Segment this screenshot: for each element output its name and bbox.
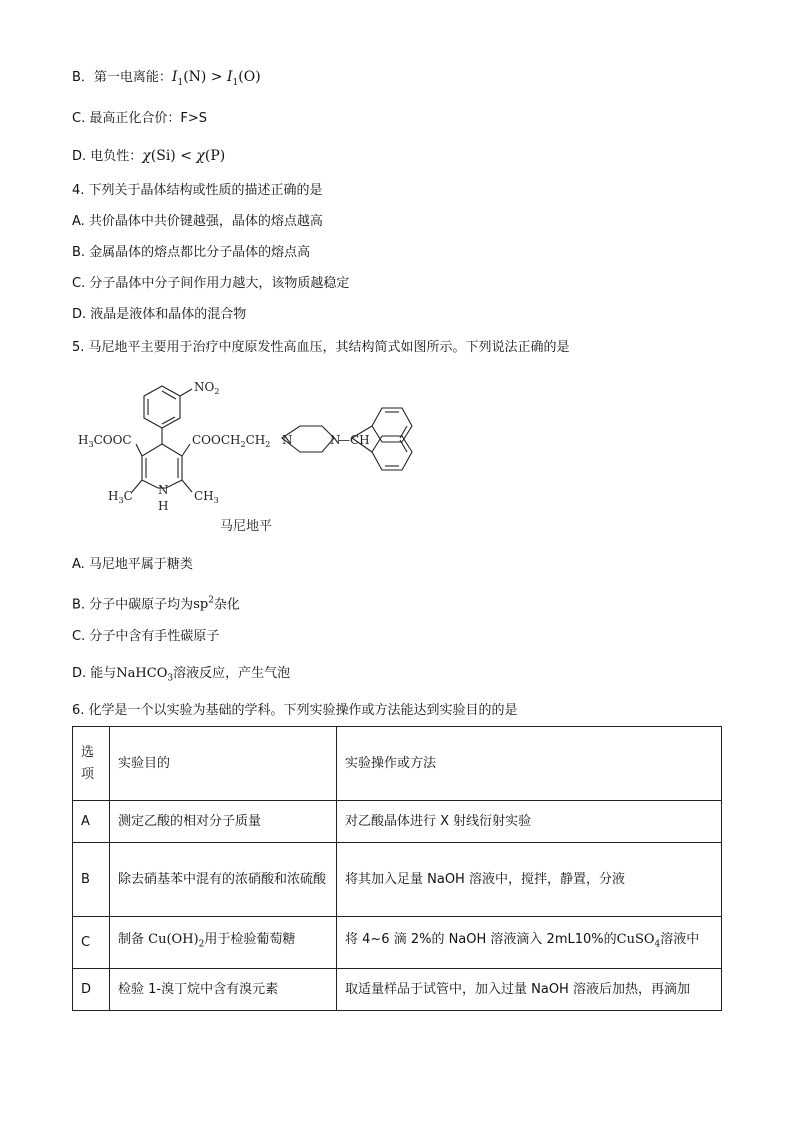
header-option: 选项 — [73, 727, 110, 801]
q5-option-a: A. 马尼地平属于糖类 — [72, 557, 193, 572]
q5-option-c: C. 分子中含有手性碳原子 — [72, 629, 220, 644]
q3-option-c: C. 最高正化合价：F>S — [72, 111, 207, 126]
piperazine-n-left: N — [282, 433, 293, 447]
methyl-left-label: $H_3C$ — [108, 489, 133, 505]
q4-option-d: D. 液晶是液体和晶体的混合物 — [72, 307, 247, 322]
ring-nh-hydrogen-label: H — [158, 499, 169, 513]
table-row: A 测定乙酸的相对分子质量 对乙酸晶体进行 X 射线衍射实验 — [73, 801, 722, 843]
table-row: D 检验 1-溴丁烷中含有溴元素 取适量样品于试管中，加入过量 NaOH 溶液后加热，再滴加 — [73, 969, 722, 1011]
piperazine-n-right: N — [330, 433, 341, 447]
header-purpose: 实验目的 — [110, 727, 337, 801]
ring-nitrogen-label: N — [158, 483, 169, 497]
q5-option-b: B. 分子中碳原子均为$sp^2$杂化 — [72, 596, 240, 613]
benzhydryl-ch-label: —CH — [338, 433, 370, 447]
side-chain-ester-label: $COOCH_2CH_2$ — [192, 433, 271, 449]
q6-stem: 6. 化学是一个以实验为基础的学科。下列实验操作或方法能达到实验目的的是 — [72, 703, 518, 718]
phenyl-ring-lower — [372, 436, 412, 470]
q3-option-b: B．第一电离能：$I_1(N) > I_1(O)$ — [72, 69, 261, 88]
methyl-ester-label: $H_3COOC$ — [78, 433, 132, 449]
header-method: 实验操作或方法 — [337, 727, 722, 801]
q5-stem: 5. 马尼地平主要用于治疗中度原发性高血压，其结构简式如图所示。下列说法正确的是 — [72, 340, 570, 355]
q4-stem: 4. 下列关于晶体结构或性质的描述正确的是 — [72, 183, 323, 198]
structure-caption: 马尼地平 — [220, 519, 273, 534]
q3-option-d: D. 电负性：χ(Si) < χ(P) — [72, 148, 226, 164]
q4-option-a: A. 共价晶体中共价键越强，晶体的熔点越高 — [72, 214, 323, 229]
table-row: B 除去硝基苯中混有的浓硝酸和浓硫酸 将其加入足量 NaOH 溶液中，搅拌，静置，分液 — [73, 843, 722, 917]
table-row: C 制备 $Cu(OH)_2$用于检验葡萄糖 将 4~6 滴 2%的 NaOH 溶液滴入 2mL10%的CuSO$_4$溶液中 — [73, 917, 722, 969]
q4-option-c: C. 分子晶体中分子间作用力越大，该物质越稳定 — [72, 276, 350, 291]
methyl-right-label: $CH_3$ — [194, 489, 219, 505]
manidipine-structure-diagram — [72, 372, 442, 540]
q4-option-b: B. 金属晶体的熔点都比分子晶体的熔点高 — [72, 245, 311, 260]
experiment-table — [72, 726, 722, 1011]
phenyl-ring-upper — [372, 408, 412, 442]
nitrophenyl-ring — [144, 386, 180, 428]
nitro-group-label: $NO_2$ — [194, 380, 220, 396]
dihydropyridine-ring — [142, 444, 182, 488]
q5-option-d: D. 能与NaHCO$_3$溶液反应，产生气泡 — [72, 666, 291, 684]
table-header-row — [73, 727, 722, 801]
